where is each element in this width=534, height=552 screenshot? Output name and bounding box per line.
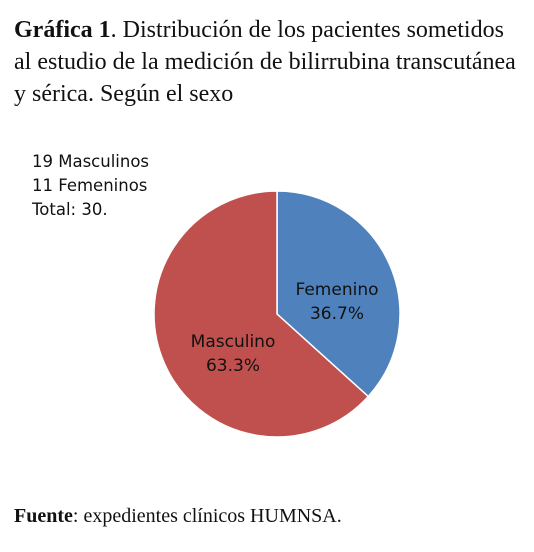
title-label: Gráfica 1 — [14, 17, 111, 43]
note-line: 11 Femeninos — [32, 176, 148, 195]
slice-name-label: Masculino — [190, 332, 276, 352]
note-line: 19 Masculinos — [32, 152, 150, 171]
source-label: Fuente — [14, 505, 73, 527]
note-line: Total: 30. — [32, 200, 108, 219]
source-note — [14, 505, 342, 528]
slice-name-label: Femenino — [295, 280, 379, 300]
title-text: . Distribución de los pacientes sometidos al estudio de la medición de bilirrubina transcutánea y sérica. Según el sexo — [14, 17, 516, 107]
source-text: : expedientes clínicos HUMNSA. — [72, 505, 342, 527]
slice-percent-label: 63.3% — [205, 356, 261, 376]
slice-percent-label: 36.7% — [309, 304, 365, 324]
